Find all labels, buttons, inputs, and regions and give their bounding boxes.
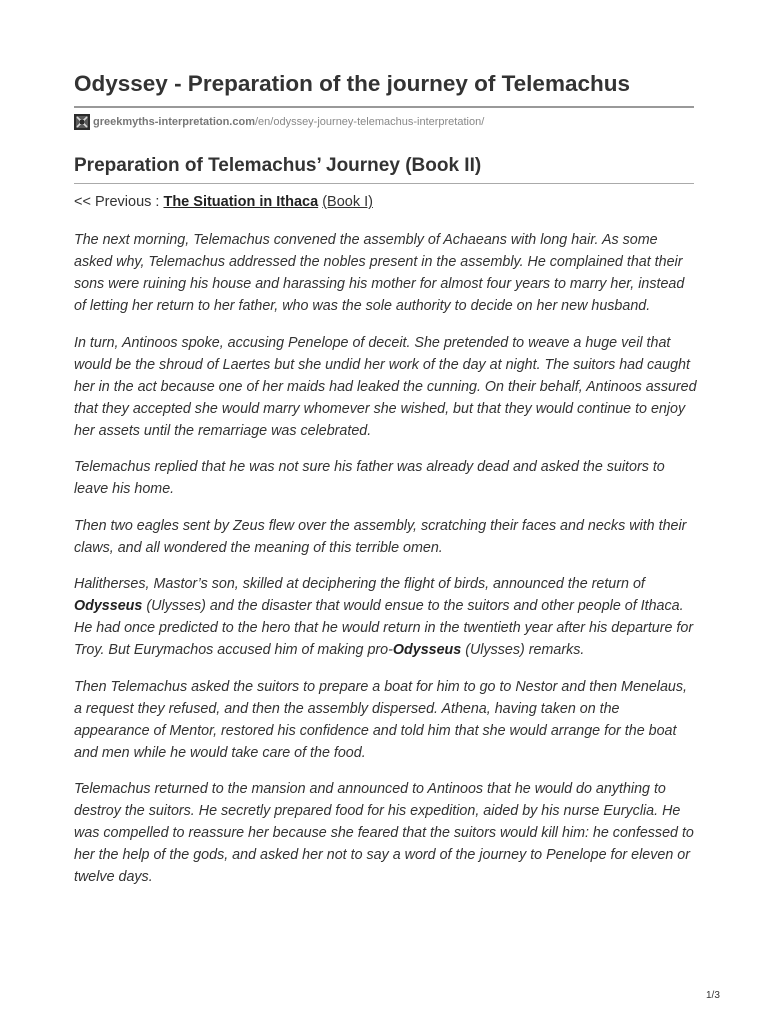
section-heading: Preparation of Telemachus’ Journey (Book II): [74, 155, 482, 176]
previous-chapter-link[interactable]: The Situation in Ithaca: [163, 194, 319, 210]
article-body: [74, 229, 698, 903]
odysseus-emphasis-1: Odysseus: [74, 598, 143, 614]
odysseus-emphasis-2: Odysseus: [392, 642, 462, 658]
paragraph-6: Then Telemachus asked the suitors to prepare a boat for him to go to Nestor and then Menelaus, a request they refused, and then the assembly dispersed. Athena, having taken on the appearance of Mentor, restored his confidence and told him that she would arrange for the boat and men while he would take care of the food.: [74, 678, 688, 761]
book-one-link[interactable]: (Book I): [322, 194, 373, 210]
paragraph-5-part-3: (Ulysses) remarks.: [461, 642, 585, 658]
page-number: 1/3: [706, 990, 720, 1001]
source-domain: greekmyths-interpretation.com: [93, 116, 255, 128]
previous-prefix: << Previous :: [74, 194, 164, 210]
source-path: /en/odyssey-journey-telemachus-interpretation/: [254, 116, 485, 128]
paragraph-2: In turn, Antinoos spoke, accusing Penelope of deceit. She pretended to weave a huge veil that would be the shroud of Laertes but she undid her work of the day at night. The suitors had caught her in the act because one of her maids had leaked the cunning. On their behalf, Antinoos assured that they accepted she would marry whomever she wished, but that they would continue to enjoy her assets until the remarriage was celebrated.: [74, 334, 697, 439]
paragraph-5: [74, 573, 698, 661]
section-divider: [74, 183, 694, 184]
paragraph-5-part-1: Halitherses, Mastor’s son, skilled at deciphering the flight of birds, announced the return of: [74, 576, 645, 592]
paragraph-3: Telemachus replied that he was not sure his father was already dead and asked the suitors to leave his home.: [74, 459, 665, 497]
previous-navigation: [74, 192, 373, 212]
paragraph-4: Then two eagles sent by Zeus flew over the assembly, scratching their faces and necks with their claws, and all wondered the meaning of this terrible omen.: [74, 517, 687, 556]
site-favicon-icon: [74, 114, 90, 130]
document-title: Odyssey - Preparation of the journey of Telemachus: [74, 71, 630, 96]
paragraph-1: The next morning, Telemachus convened the assembly of Achaeans with long hair. As some asked why, Telemachus addressed the nobles present in the assembly. He complained that their sons were ruining his house and harassing his mother for almost four years to marry her, instead of letting her return to her father, who was the sole authority to decide on her new husband.: [74, 232, 685, 314]
paragraph-7: Telemachus returned to the mansion and announced to Antinoos that he would do anything to destroy the suitors. He secretly prepared food for his expedition, aided by his nurse Euryclia. He was compelled to reassure her because she feared that the suitors would kill him: he confessed to her the help of the gods, and asked her not to say a word of the journey to Penelope for eleven or twelve days.: [74, 781, 694, 885]
paragraph-5-part-2: (Ulysses) and the disaster that would ensue to the suitors and other people of Ithaca. He had once predicted to the hero that he would return in the twentieth year after his departure for Troy. But Eurymachos accused him of making pro-: [74, 598, 694, 658]
source-url[interactable]: [74, 113, 484, 131]
title-divider: [74, 106, 694, 108]
